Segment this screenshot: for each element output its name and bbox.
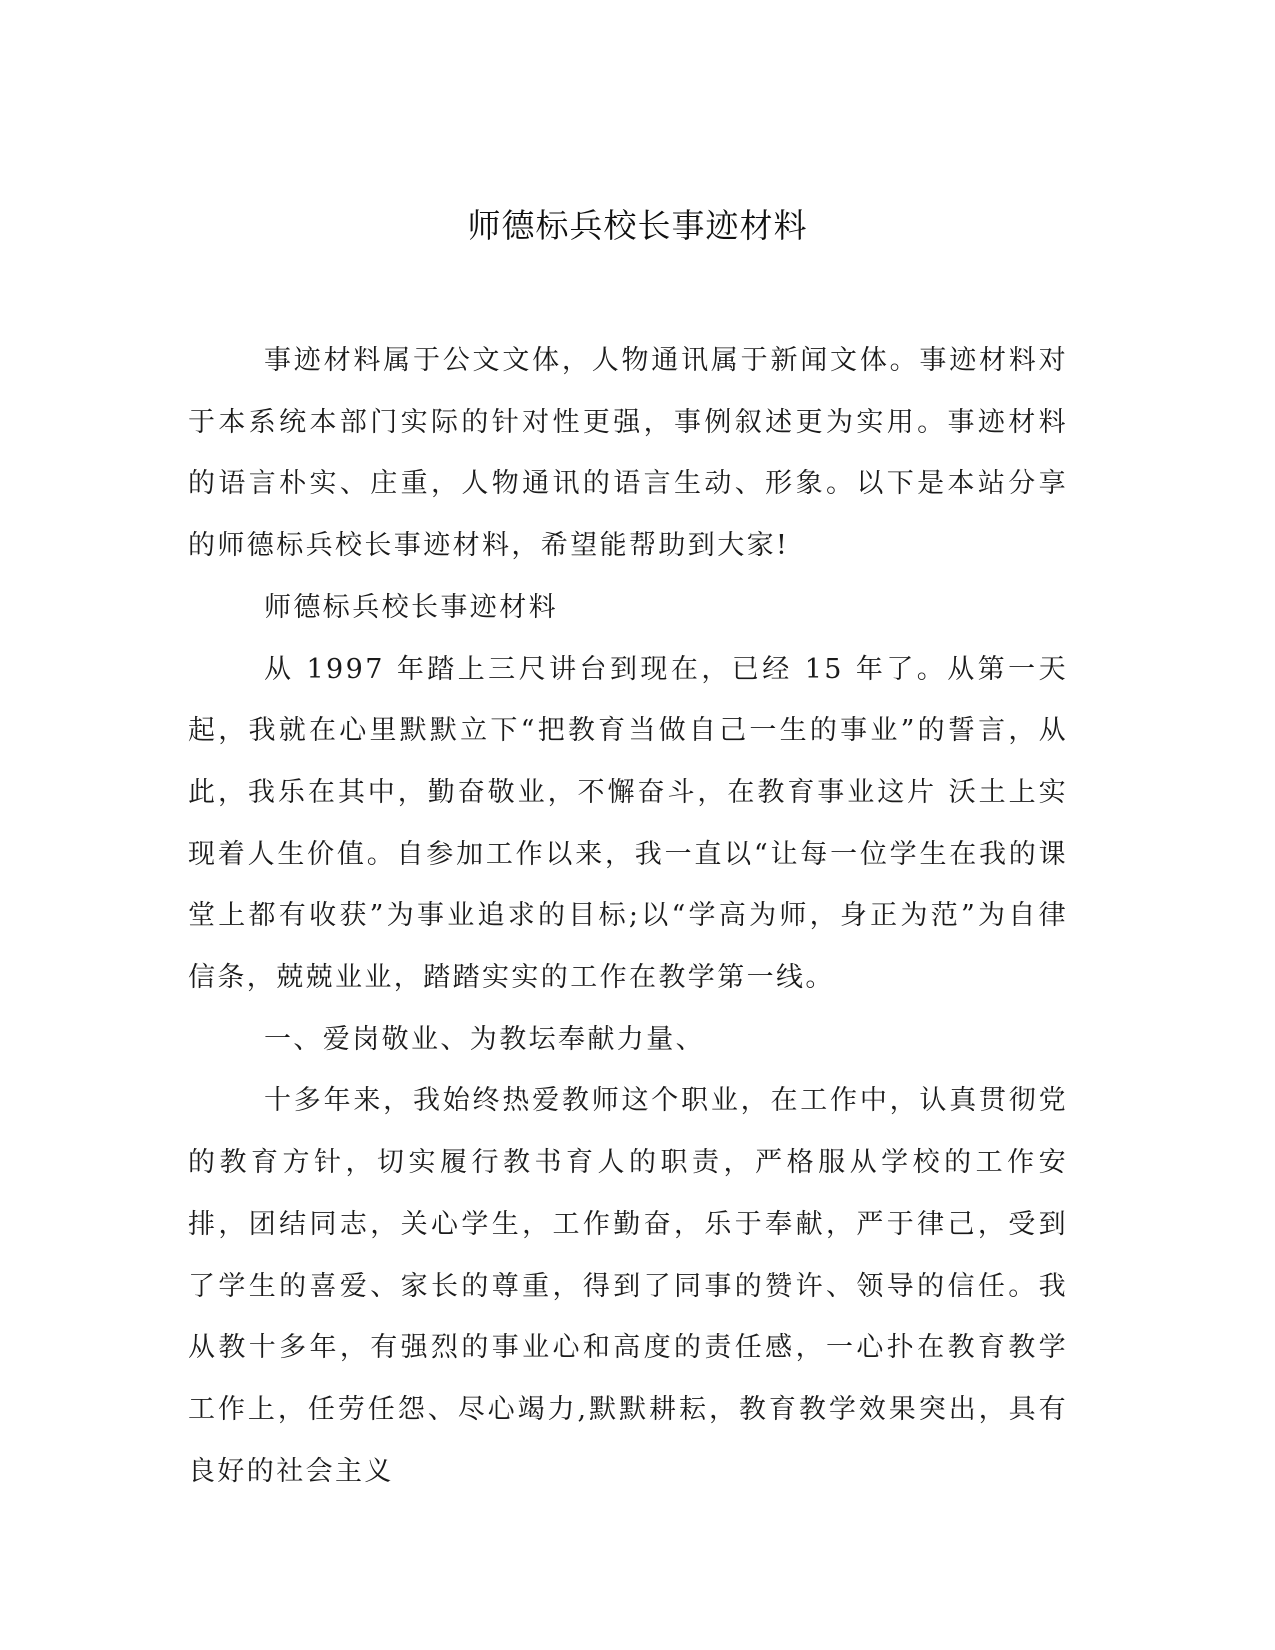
subtitle-paragraph: 师德标兵校长事迹材料 xyxy=(264,591,558,623)
document-body xyxy=(188,330,1068,1502)
section-heading-1: 一、爱岗敬业、为教坛奉献力量、 xyxy=(264,1023,705,1055)
career-paragraph: 从 1997 年踏上三尺讲台到现在，已经 15 年了。从第一天起，我就在心里默默立下“把教育当做自己一生的事业”的誓言，从此，我乐在其中，勤奋敬业，不懈奋斗，在教育事业这片 沃土上实现着人生价值。自参加工作以来，我一直以“让每一位学生在我的课堂上都有收获”为事业追求的目标;以“学高为师，身正为范”为自律信条，兢兢业业，踏踏实实的工作在教学第一线。 xyxy=(188,653,1068,994)
document-title: 师德标兵校长事迹材料 xyxy=(467,206,808,245)
section-1-paragraph: 十多年来，我始终热爱教师这个职业，在工作中，认真贯彻党的教育方针，切实履行教书育人的职责，严格服从学校的工作安排，团结同志，关心学生，工作勤奋，乐于奉献，严于律己，受到了学生的喜爱、家长的尊重，得到了同事的赞许、领导的信任。我从教十多年，有强烈的事业心和高度的责任感，一心扑在教育教学工作上，任劳任怨、尽心竭力,默默耕耘，教育教学效果突出，具有良好的社会主义 xyxy=(188,1085,1068,1487)
intro-paragraph: 事迹材料属于公文文体，人物通讯属于新闻文体。事迹材料对于本系统本部门实际的针对性更强，事例叙述更为实用。事迹材料的语言朴实、庄重，人物通讯的语言生动、形象。以下是本站分享的师德标兵校长事迹材料，希望能帮助到大家! xyxy=(188,345,1068,562)
